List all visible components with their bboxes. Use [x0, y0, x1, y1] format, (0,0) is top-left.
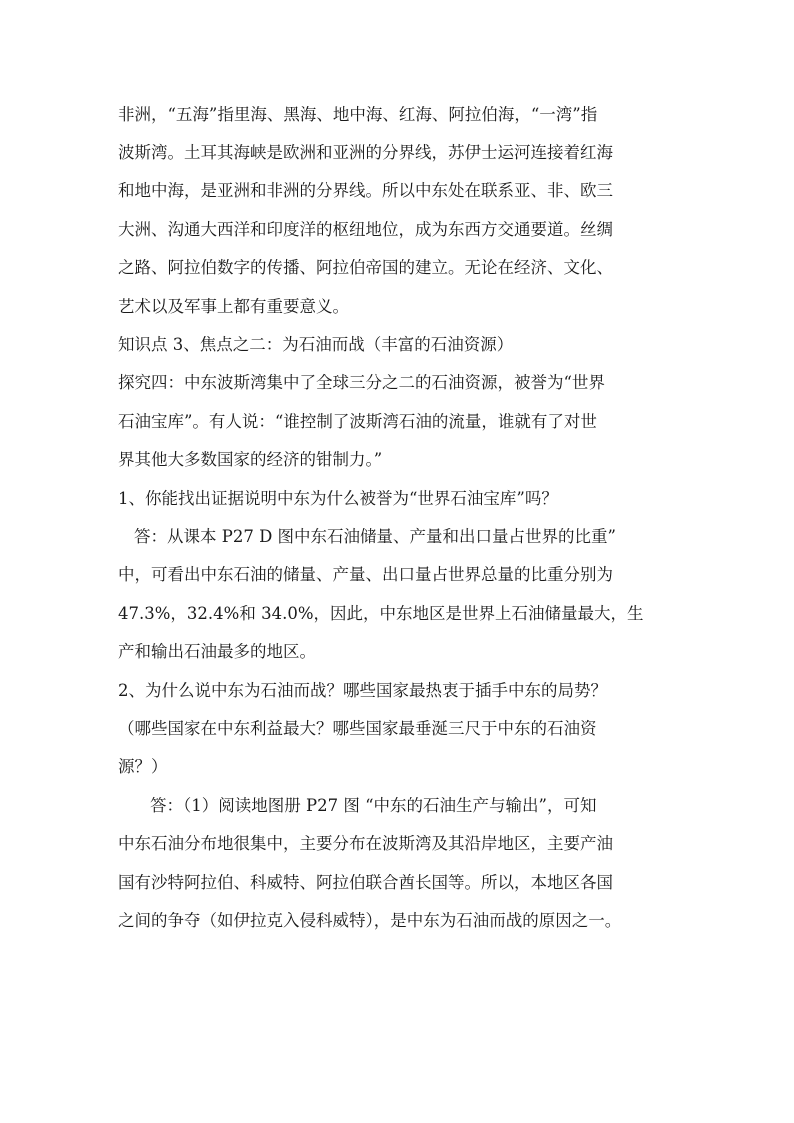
- text-line: 中东石油分布地很集中，主要分布在波斯湾及其沿岸地区，主要产油: [118, 834, 613, 853]
- answer-line: 答：从课本 P27 D 图中东石油储量、产量和出口量占世界的比重”: [134, 527, 616, 546]
- text-line: （哪些国家在中东利益最大？哪些国家最垂涎三尺于中东的石油资: [118, 719, 597, 738]
- text-line: 探究四：中东波斯湾集中了全球三分之二的石油资源，被誉为“世界: [118, 373, 605, 392]
- text-line: 之间的争夺（如伊拉克入侵科威特），是中东为石油而战的原因之一。: [118, 911, 622, 930]
- question-line: 1、你能找出证据说明中东为什么被誉为“世界石油宝库”吗？: [118, 489, 558, 508]
- text-line: 波斯湾。土耳其海峡是欧洲和亚洲的分界线，苏伊士运河连接着红海: [118, 143, 613, 162]
- text-line: 和地中海，是亚洲和非洲的分界线。所以中东处在联系亚、非、欧三: [118, 181, 613, 200]
- text-line: 产和输出石油最多的地区。: [118, 642, 316, 661]
- text-line: 艺术以及军事上都有重要意义。: [118, 297, 349, 316]
- text-line: 国有沙特阿拉伯、科威特、阿拉伯联合酋长国等。所以，本地区各国: [118, 873, 613, 892]
- section-heading: 知识点 3、焦点之二：为石油而战（丰富的石油资源）: [118, 335, 514, 354]
- text-line: 大洲、沟通大西洋和印度洋的枢纽地位，成为东西方交通要道。丝绸: [118, 220, 613, 239]
- text-line: 源？）: [118, 757, 168, 776]
- text-line: 之路、阿拉伯数字的传播、阿拉伯帝国的建立。无论在经济、文化、: [118, 258, 613, 277]
- text-line: 47.3%，32.4%和 34.0%，因此，中东地区是世界上石油储量最大，生: [118, 604, 644, 623]
- text-line: 石油宝库”。有人说：“谁控制了波斯湾石油的流量，谁就有了对世: [118, 412, 597, 431]
- answer-line: 答：（1）阅读地图册 P27 图 “中东的石油生产与输出”，可知: [150, 796, 597, 815]
- text-line: 界其他大多数国家的经济的钳制力。”: [118, 450, 383, 469]
- text-line: 中，可看出中东石油的储量、产量、出口量占世界总量的比重分别为: [118, 565, 613, 584]
- question-line: 2、为什么说中东为石油而战？哪些国家最热衷于插手中东的局势？: [118, 681, 607, 700]
- text-line: 非洲，“五海”指里海、黑海、地中海、红海、阿拉伯海，“一湾”指: [118, 105, 598, 124]
